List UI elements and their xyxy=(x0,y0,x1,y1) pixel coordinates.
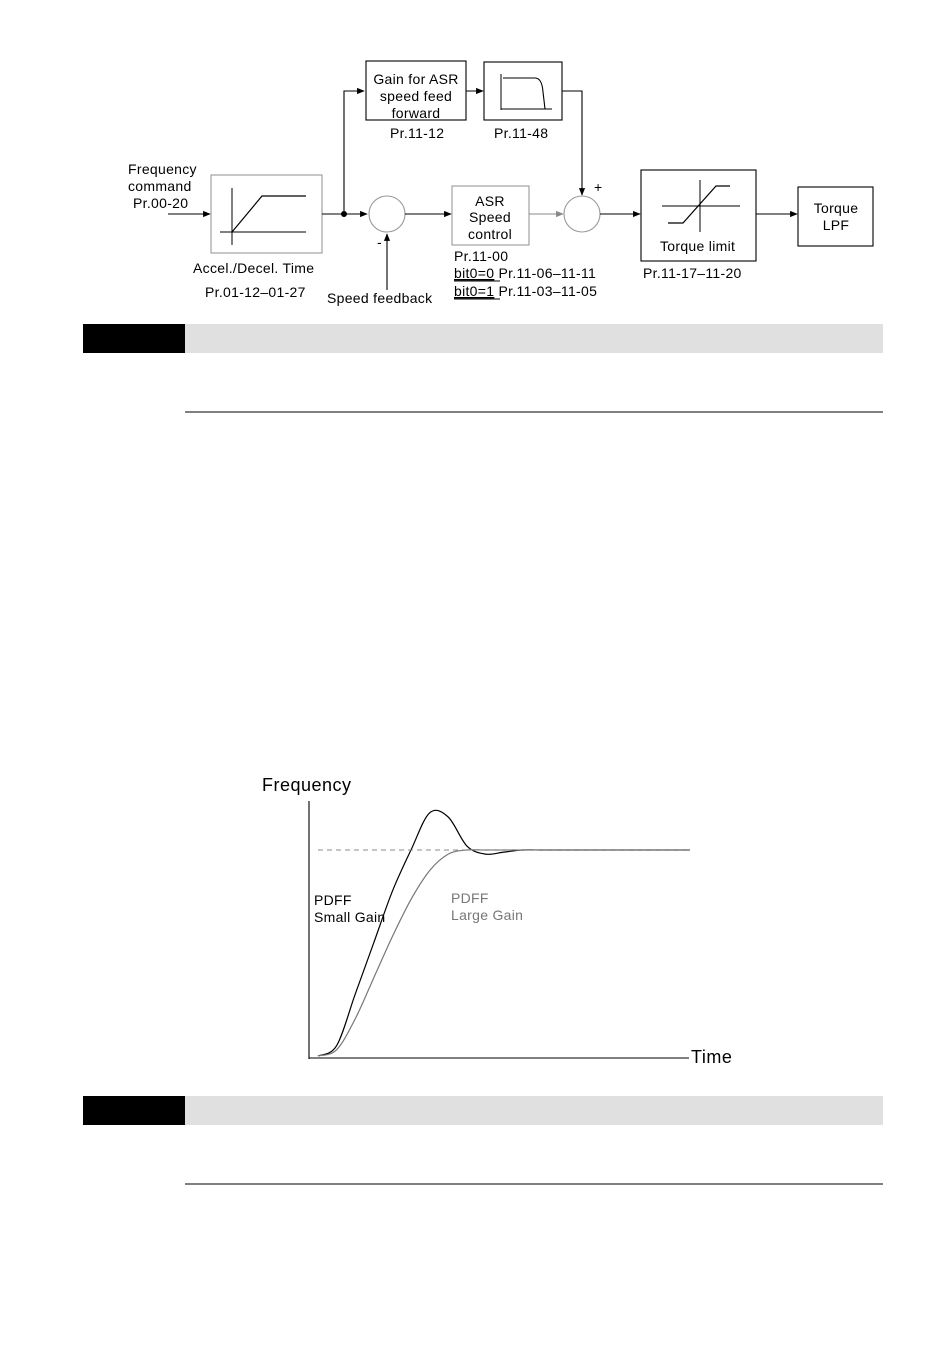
pdff-response-chart xyxy=(262,775,732,1067)
section-header-2-label-block xyxy=(83,1096,185,1125)
summing1-minus-sign: - xyxy=(377,234,382,250)
series-line-pdff-small-gain xyxy=(318,810,690,1056)
small-gain-label-line1: PDFF xyxy=(314,892,352,908)
torque-limit-label: Torque limit xyxy=(660,238,736,254)
accel-decel-block xyxy=(211,175,322,253)
frequency-command-label-line2: command xyxy=(128,178,192,194)
section-header-bar-2 xyxy=(83,1096,883,1125)
section-header-1-label-block xyxy=(83,324,185,353)
torque-lpf-line2: LPF xyxy=(822,217,850,233)
asr-block-line3: control xyxy=(467,226,513,242)
low-pass-filter-block xyxy=(484,62,562,120)
summing2-plus-sign: + xyxy=(594,179,603,195)
feedforward-param: Pr.11-12 xyxy=(390,125,445,141)
feedforward-block-line3: forward xyxy=(391,105,441,121)
frequency-command-param: Pr.00-20 xyxy=(133,195,189,211)
feedforward-branch-wire xyxy=(344,91,364,214)
speed-control-block-diagram xyxy=(128,61,873,306)
asr-param-main: Pr.11-00 xyxy=(454,248,509,264)
large-gain-label-line2: Large Gain xyxy=(451,907,524,923)
feedforward-to-summing2-wire xyxy=(562,91,582,195)
accel-decel-param: Pr.01-12–01-27 xyxy=(205,284,306,300)
section-header-1-band xyxy=(185,324,883,353)
chart-series-group xyxy=(318,810,690,1056)
series-line-pdff-large-gain xyxy=(318,850,690,1056)
x-axis-label: Time xyxy=(691,1047,733,1067)
y-axis-label: Frequency xyxy=(262,775,352,795)
summing-junction-torque xyxy=(564,196,600,232)
accel-decel-caption: Accel./Decel. Time xyxy=(193,260,315,276)
torque-limit-param: Pr.11-17–11-20 xyxy=(643,265,742,281)
asr-block-line1: ASR xyxy=(475,193,505,209)
feedforward-block-line1: Gain for ASR xyxy=(373,71,459,87)
torque-lpf-line1: Torque xyxy=(813,200,859,216)
asr-block-line2: Speed xyxy=(469,209,511,225)
section-header-bar-1 xyxy=(83,324,883,353)
asr-param-bit1-row: bit0=1 Pr.11-03–11-05 xyxy=(454,283,598,299)
large-gain-label-line1: PDFF xyxy=(451,890,489,906)
asr-param-bit0-row: bit0=0 Pr.11-06–11-11 xyxy=(454,265,597,281)
feedforward-block-line2: speed feed xyxy=(379,88,453,104)
summing-junction-speed-error xyxy=(369,196,405,232)
frequency-command-label-line1: Frequency xyxy=(128,161,197,177)
filter-param: Pr.11-48 xyxy=(494,125,549,141)
small-gain-label-line2: Small Gain xyxy=(314,909,386,925)
speed-feedback-label: Speed feedback xyxy=(327,290,433,306)
section-header-2-band xyxy=(185,1096,883,1125)
